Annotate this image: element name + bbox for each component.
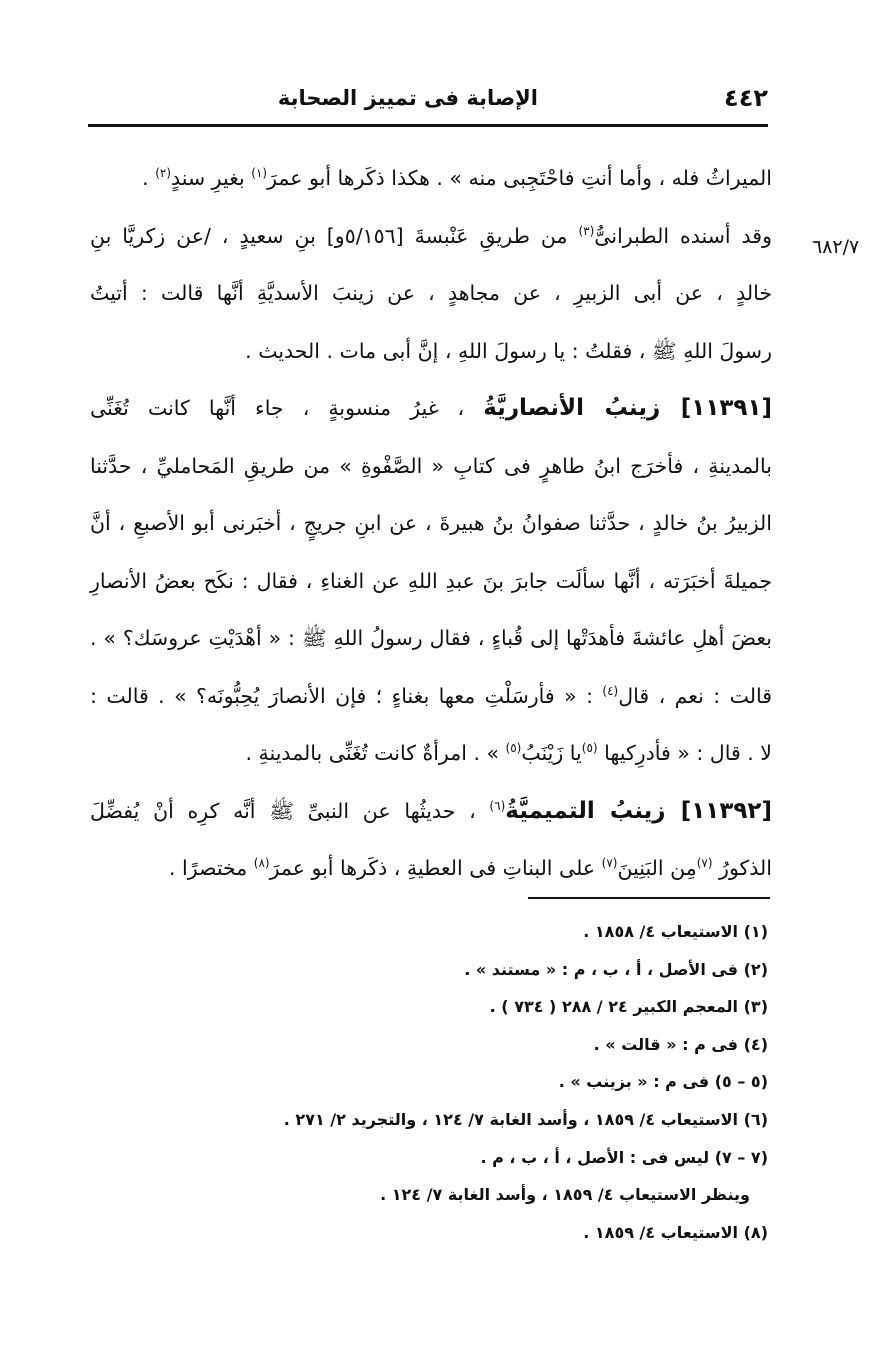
text-line: بالمدينةِ ، فأخرَج ابنُ طاهرٍ فى كتابِ « الصَّفْوةِ » من طريقِ المَحامليِّ ، حدَّثنا: [90, 453, 772, 478]
footnote: (٥ – ٥) فى م : « بزينب » .: [558, 1072, 768, 1092]
footnote: (٣) المعجم الكبير ٢٤ / ٢٨٨ ( ٧٣٤ ) .: [489, 997, 768, 1017]
text-line: الزبيرُ بنُ خالدٍ ، حدَّثنا صفوانُ بنُ هبيرةَ ، عن ابنِ جريجٍ ، أخبَرنى أبو الأصبعِ ، أنَّ: [90, 511, 772, 535]
text-line: خالدٍ ، عن أبى الزبيرِ ، عن مجاهدٍ ، عن زينبَ الأسديَّةِ أنَّها قالت : أتيتُ: [90, 281, 772, 305]
text-line: قالت : نعم ، قال$^{(٤)}$ : « فأرسَلْتِ معها بغناءٍ ؛ فإن الأنصارَ يُحِبُّونَه؟ » . قالت :: [90, 683, 772, 708]
footnote: (٤) فى م : « قالت » .: [593, 1034, 768, 1054]
text-line: جميلةَ أخبَرَته ، أنَّها سألَت جابرَ بنَ عبدِ اللهِ عن الغناءِ ، فقال : نكَح بعضُ الأنصارِ: [90, 568, 772, 593]
text-line: [١١٣٩١] زينبُ الأنصاريَّةُ ، غيرُ منسوبةٍ ، جاء أنَّها كانت تُغَنِّى: [90, 395, 772, 421]
footnote: (١) الاستيعاب ٤/ ١٨٥٨ .: [583, 922, 768, 941]
page-header: [88, 82, 768, 120]
text-line: لا . قال : « فأدرِكيها $^{(٥)}$يا زَيْنَبُ$^{(٥)}$ » . امرأةٌ كانت تُغَنِّى بالمدينةِ .: [245, 741, 772, 765]
text-line: رسولَ اللهِ ﷺ ، فقلتُ : يا رسولَ اللهِ ، إنَّ أبى مات . الحديث .: [245, 338, 772, 363]
running-title: الإصابة فى تمييز الصحابة: [277, 86, 538, 110]
main-text: [90, 150, 772, 898]
footnotes: [180, 913, 768, 1251]
entry-heading: [١١٣٩٢] زينبُ التميميَّةُ: [505, 797, 772, 824]
entry-11392: [90, 783, 772, 898]
footnote-separator: [528, 897, 770, 899]
paragraph-2: [90, 208, 772, 381]
text-line: الميراثُ فله ، وأما أنتِ فاحْتَجِبى منه » . هكذا ذكَرها أبو عمرَ$^{(١)}$ بغيرِ سندٍ$^{(٢)}$ .: [142, 166, 772, 190]
header-rule: [88, 124, 768, 127]
footnote: (٢) فى الأصل ، أ ، ب ، م : « مستند » .: [464, 959, 768, 979]
footnote: (٦) الاستيعاب ٤/ ١٨٥٩ ، وأسد الغابة ٧/ ١٢٤ ، والتجريد ٢/ ٢٧١ .: [283, 1109, 768, 1129]
page-number: ٤٤٢: [724, 84, 768, 112]
entry-11391: [90, 380, 772, 783]
text-line: [١١٣٩٢] زينبُ التميميَّةُ$^{(٦)}$ ، حديثُها عن النبىِّ ﷺ أنَّه كرِه أنْ يُفضِّلَ: [90, 797, 772, 824]
text-line: بعضَ أهلِ عائشةَ فأهدَتْها إلى قُباءٍ ، فقال رسولُ اللهِ ﷺ : « أهْدَيْتِ عروسَك؟ » .: [90, 626, 772, 650]
footnote: (٨) الاستيعاب ٤/ ١٨٥٩ .: [583, 1222, 768, 1242]
text-line: الذكورُ $^{(٧)}$مِن البَنِينَ$^{(٧)}$ على البناتِ فى العطيةِ ، ذكَرها أبو عمرَ$^{(٨)}$ مختصرًا .: [169, 856, 772, 880]
margin-reference: ٦٨٢/٧: [812, 236, 860, 258]
entry-heading: [١١٣٩١] زينبُ الأنصاريَّةُ: [483, 395, 772, 421]
text-line: وقد أسنده الطبرانىُّ$^{(٣)}$ من طريقِ عَنْبسةَ [٥/١٥٦و] بنِ سعيدٍ ، /عن زكريَّا بنِ: [90, 223, 772, 248]
footnote-continuation: وينظر الاستيعاب ٤/ ١٨٥٩ ، وأسد الغابة ٧/ ١٢٤ .: [380, 1185, 750, 1205]
paragraph-1: [90, 150, 772, 208]
footnote: (٧ – ٧) ليس فى : الأصل ، أ ، ب ، م .: [480, 1147, 768, 1167]
